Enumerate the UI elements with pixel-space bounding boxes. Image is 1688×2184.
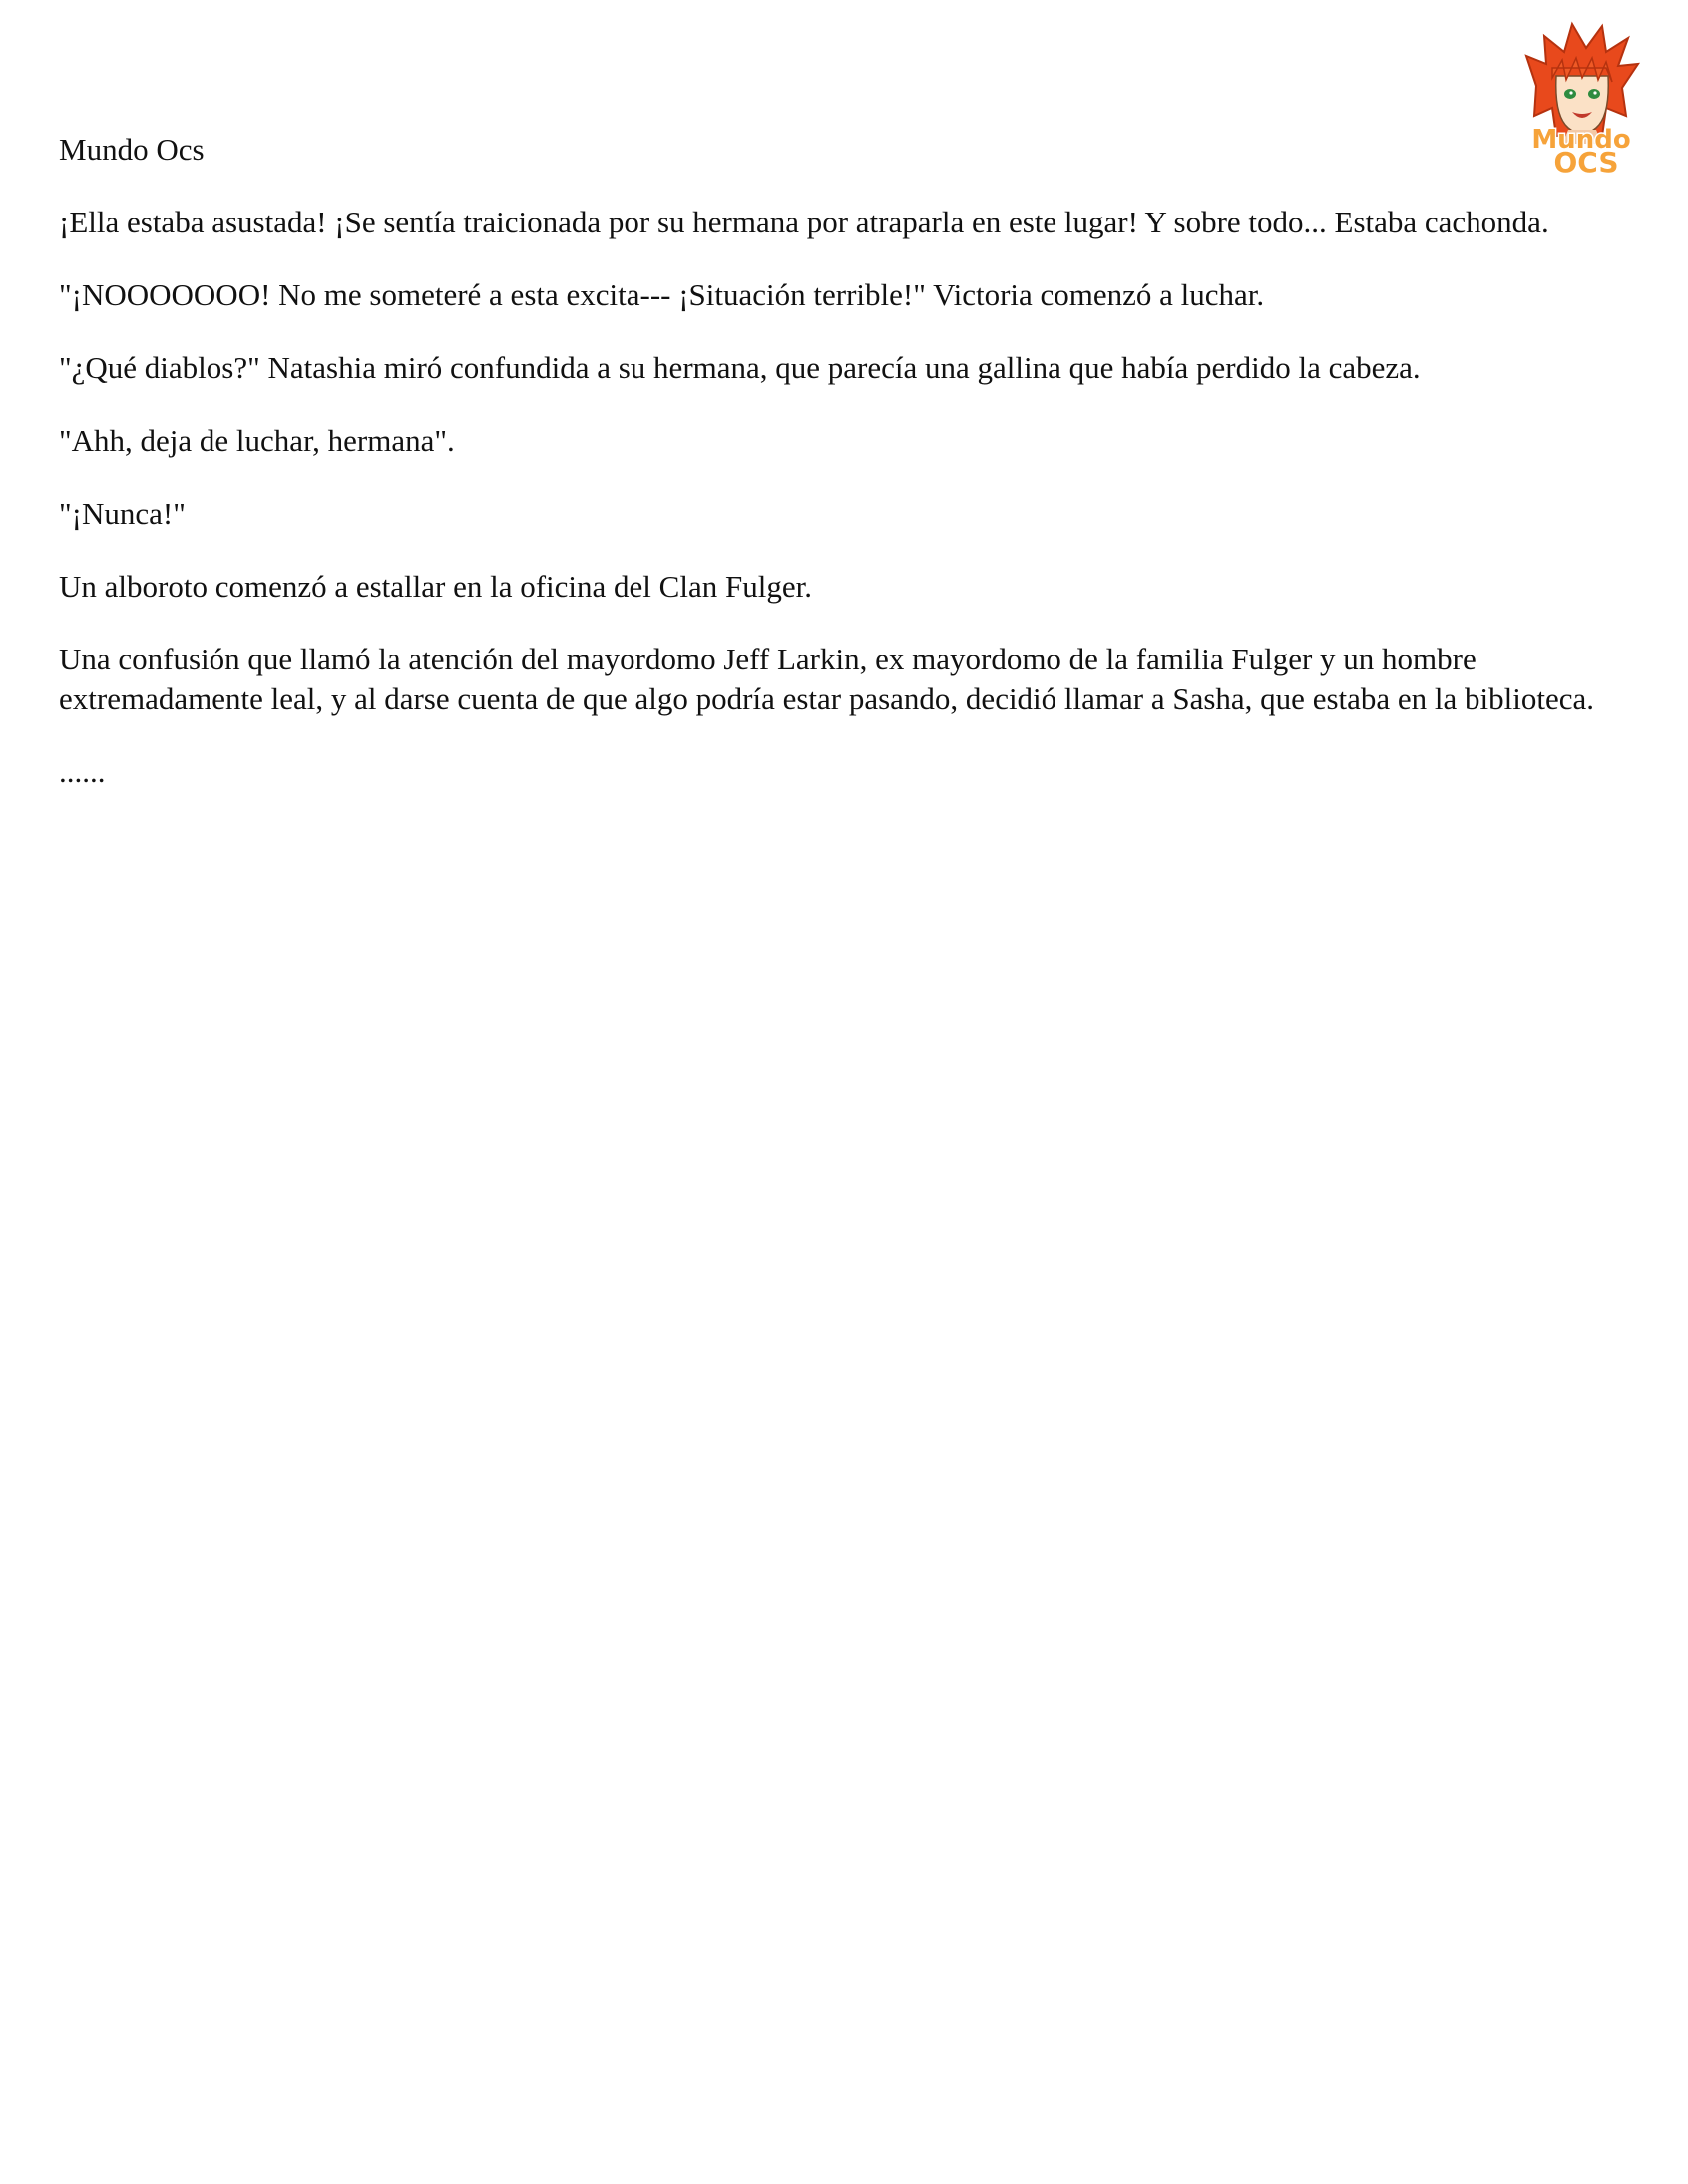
- paragraph: Una confusión que llamó la atención del mayordomo Jeff Larkin, ex mayordomo de la familia Fulger y un hombre extremadamente leal, y al darse cuenta de que algo podría estar pasando, decidió llamar a Sasha, que estaba en la biblioteca.: [59, 642, 1595, 716]
- paragraph: ¡Ella estaba asustada! ¡Se sentía traicionada por su hermana por atraparla en este lugar! Y sobre todo... Estaba cachonda.: [59, 205, 1549, 239]
- paragraph: Un alboroto comenzó a estallar en la oficina del Clan Fulger.: [59, 569, 812, 604]
- ellipsis-separator: ......: [59, 754, 106, 789]
- paragraph: "¿Qué diablos?" Natashia miró confundida a su hermana, que parecía una gallina que había perdido la cabeza.: [59, 350, 1421, 385]
- paragraph: "Ahh, deja de luchar, hermana".: [59, 423, 455, 458]
- svg-text:OCS: OCS: [1553, 146, 1619, 176]
- paragraph: "¡Nunca!": [59, 496, 186, 531]
- document-header: Mundo Ocs: [59, 132, 205, 167]
- svg-text:Mundo: Mundo: [1531, 125, 1631, 155]
- paragraph: "¡NOOOOOOO! No me someteré a esta excita--- ¡Situación terrible!" Victoria comenzó a luchar.: [59, 277, 1265, 312]
- document-body: [59, 130, 1615, 825]
